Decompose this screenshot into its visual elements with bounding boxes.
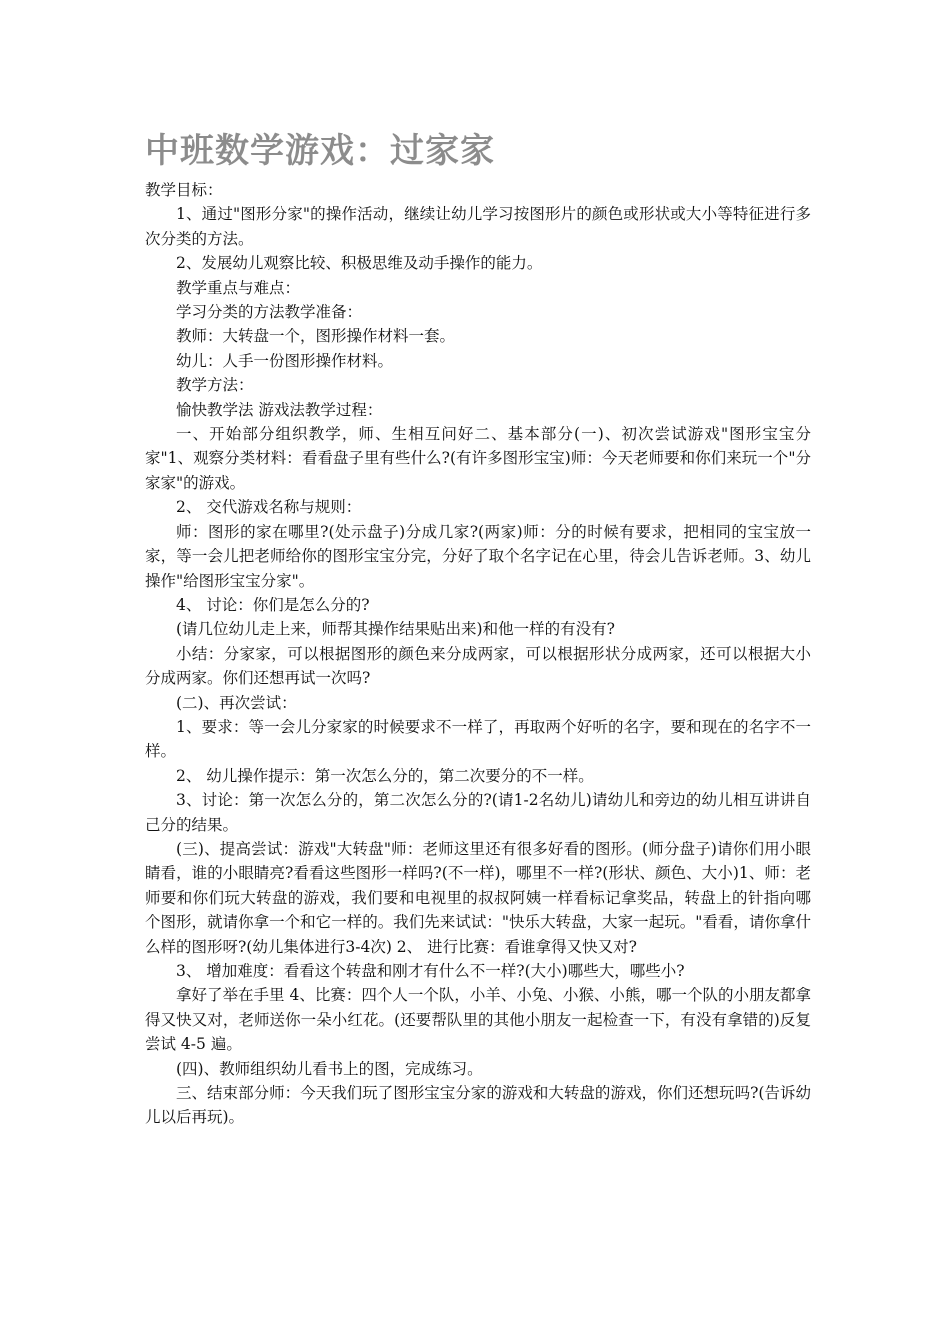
paragraph: 教学目标： <box>145 181 223 199</box>
paragraph: 学习分类的方法教学准备： <box>176 303 363 322</box>
document-page <box>145 126 811 1130</box>
document-title: 中班数学游戏：过家家 <box>145 131 495 171</box>
paragraph: 愉快教学法 游戏法教学过程： <box>176 400 383 419</box>
paragraph: 师：图形的家在哪里?(处示盘子)分成几家?(两家)师：分的时候有要求，把相同的宝宝放一家，等一会儿把老师给你的图形宝宝分完，分好了取个名字记在心里，待会儿告诉老师。3、幼儿操作"给图形宝宝分家"。 <box>145 522 811 590</box>
paragraph: 三、结束部分师：今天我们玩了图形宝宝分家的游戏和大转盘的游戏，你们还想玩吗?(告诉幼儿以后再玩)。 <box>145 1084 811 1127</box>
paragraph: (三)、提高尝试：游戏"大转盘"师：老师这里还有很多好看的图形。(师分盘子)请你们用小眼睛看，谁的小眼睛亮?看看这些图形一样吗?(不一样)，哪里不一样?(形状、颜色、大小)1、师：老师要和你们玩大转盘的游戏，我们要和电视里的叔叔阿姨一样看标记拿奖品，转盘上的针指向哪个图形，就请你拿一个和它一样的。我们先来试试："快乐大转盘，大家一起玩。"看看，请你拿什么样的图形呀?(幼儿集体进行3-4次) 2、 进行比赛：看谁拿得又快又对? <box>145 839 811 956</box>
paragraph: 教师：大转盘一个，图形操作材料一套。 <box>176 327 456 346</box>
paragraph: (请几位幼儿走上来，师帮其操作结果贴出来)和他一样的有没有? <box>176 620 615 639</box>
paragraph: 拿好了举在手里 4、比赛：四个人一个队，小羊、小兔、小猴、小熊，哪一个队的小朋友都拿得又快又对，老师送你一朵小红花。(还要帮队里的其他小朋友一起检查一下，有没有拿错的)反复尝试 4-5 遍。 <box>145 986 811 1054</box>
paragraph: 4、 讨论：你们是怎么分的? <box>176 595 370 614</box>
paragraph: 3、 增加难度：看看这个转盘和刚才有什么不一样?(大小)哪些大，哪些小? <box>176 962 685 980</box>
paragraph: 1、要求：等一会儿分家家的时候要求不一样了，再取两个好听的名字，要和现在的名字不一样。 <box>145 717 811 761</box>
paragraph: 一、开始部分组织教学，师、生相互问好二、基本部分(一)、初次尝试游戏"图形宝宝分家"1、观察分类材料：看看盘子里有些什么?(有许多图形宝宝)师：今天老师要和你们来玩一个"分家家"的游戏。 <box>145 425 811 492</box>
document-body <box>145 178 811 1130</box>
paragraph: (四)、教师组织幼儿看书上的图，完成练习。 <box>176 1059 483 1078</box>
paragraph: 3、讨论：第一次怎么分的，第二次怎么分的?(请1-2名幼儿)请幼儿和旁边的幼儿相互讲讲自己分的结果。 <box>145 791 811 834</box>
paragraph: 幼儿：人手一份图形操作材料。 <box>176 351 394 370</box>
paragraph: 教学重点与难点： <box>176 278 301 297</box>
paragraph: 2、发展幼儿观察比较、积极思维及动手操作的能力。 <box>176 254 543 273</box>
paragraph: (二)、再次尝试： <box>176 693 297 712</box>
paragraph: 2、 幼儿操作提示：第一次怎么分的，第二次要分的不一样。 <box>176 766 594 785</box>
paragraph: 教学方法： <box>176 376 254 395</box>
paragraph: 2、 交代游戏名称与规则： <box>176 498 362 517</box>
paragraph: 1、通过"图形分家"的操作活动，继续让幼儿学习按图形片的颜色或形状或大小等特征进行多次分类的方法。 <box>145 205 811 248</box>
paragraph: 小结：分家家，可以根据图形的颜色来分成两家，可以根据形状分成两家，还可以根据大小分成两家。你们还想再试一次吗? <box>145 644 811 688</box>
